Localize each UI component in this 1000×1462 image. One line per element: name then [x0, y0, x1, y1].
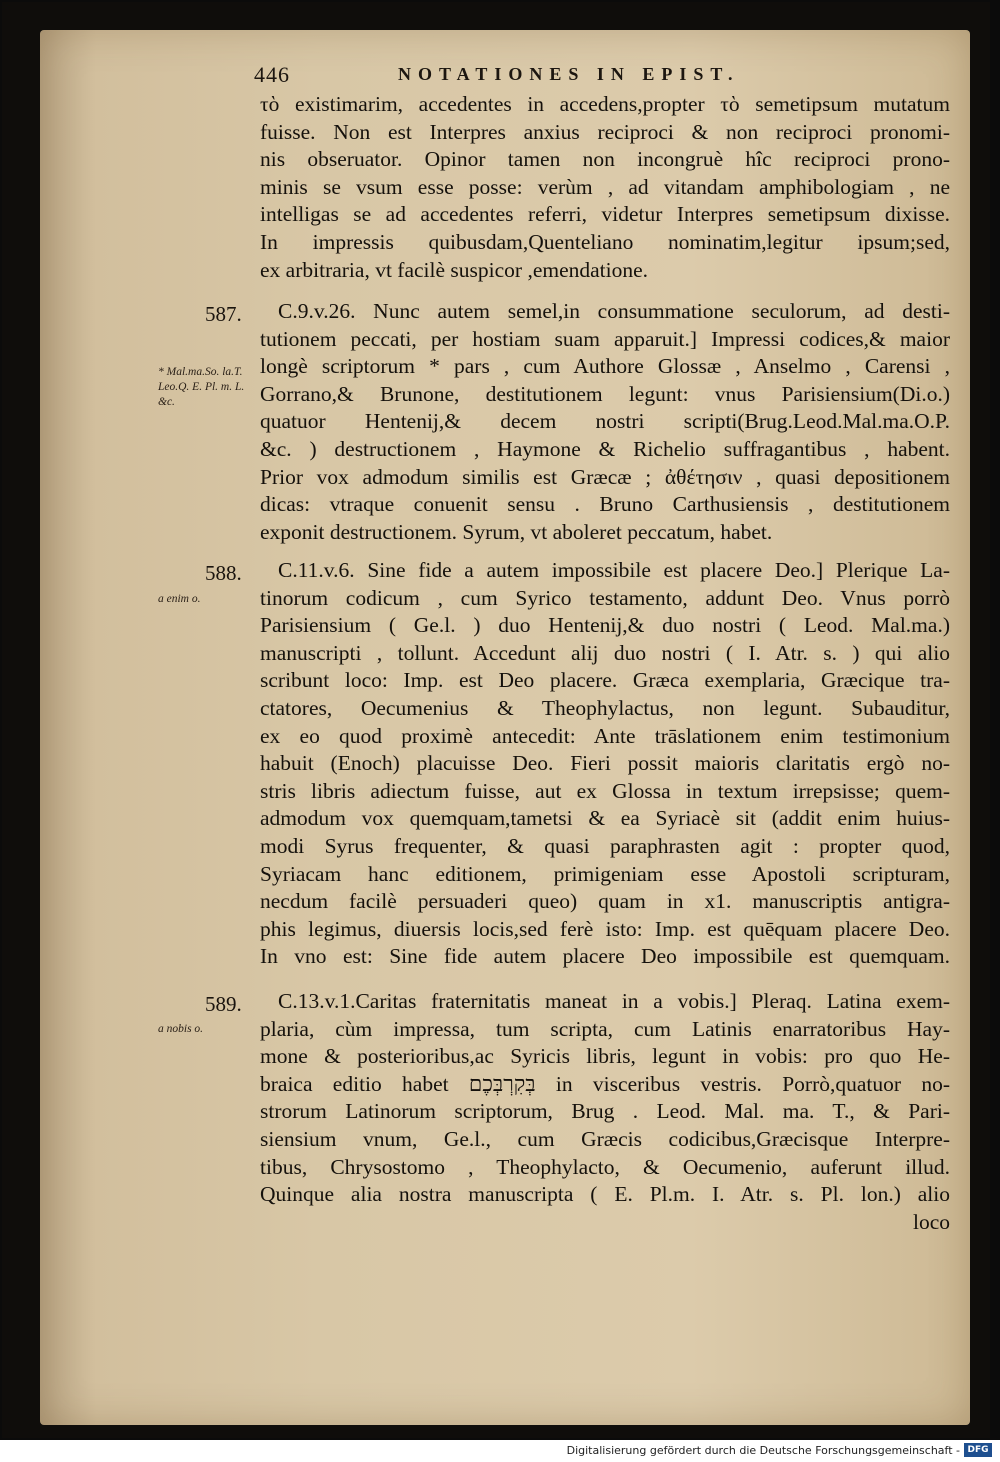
text-line: exponit destructionem. Syrum, vt aboleret peccatum, habet. [260, 519, 773, 544]
text-line: plaria, cùm impressa, tum scripta, cum Latinis enarratoribus Hay- [260, 1016, 950, 1041]
text-line: dicas: vtraque conuenit sensu . Bruno Carthusiensis , destitutionem [260, 492, 950, 517]
text-line: C.13.v.1.Caritas fraternitatis maneat in a vobis.] Pleraq. Latina exem- [278, 989, 950, 1013]
text-line: τὸ existimarim, accedentes in accedens,propter τὸ semetipsum mutatum [260, 92, 950, 116]
entry-number-587: 587. [205, 302, 242, 326]
entry-number-588: 588. [205, 561, 242, 585]
text-line: braica editio habet בְּקִרְבְּכֶם in visceribus vestris. Porrò,quatuor no- [260, 1071, 950, 1096]
text-line: Prior vox admodum similis est Græcæ ; ἀθέτησιν , quasi depositionem [260, 464, 950, 489]
text-line: ctatores, Oecumenius & Theophylactus, non legunt. Subauditur, [260, 695, 950, 720]
text-line: manuscripti , tollunt. Accedunt alij duo nostri ( I. Atr. s. ) qui alio [260, 640, 950, 665]
entry-number-589: 589. [205, 992, 242, 1016]
text-line: Syriacam hanc editionem, primigeniam esse Apostoli scripturam, [260, 861, 950, 886]
text-line: admodum vox quemquam,tametsi & ea Syriacè sit (addit enim huius- [260, 806, 950, 831]
page-header [250, 62, 950, 92]
entry-587 [260, 298, 950, 546]
text-line: ex arbitraria, vt facilè suspicor ,emendatione. [260, 257, 649, 282]
text-line: tinorum codicum , cum Syrico testamento, addunt Deo. Vnus porrò [260, 585, 950, 610]
text-line: necdum facilè persuaderi queo) quam in x1. manuscriptis antigra- [260, 889, 950, 914]
text-line: tibus, Chrysostomo , Theophylacto, & Oecumenio, auferunt illud. [260, 1154, 950, 1179]
text-line: siensium vnum, Ge.l., cum Græcis codicibus,Græcisque Interpre- [260, 1126, 950, 1151]
text-line: In impressis quibusdam,Quenteliano nominatim,legitur ipsum;sed, [260, 229, 950, 254]
catchword: loco [912, 1209, 950, 1234]
entry-589 [260, 988, 950, 1236]
entry-588 [260, 557, 950, 971]
text-line: C.11.v.6. Sine fide a autem impossibile est placere Deo.] Plerique La- [278, 558, 950, 582]
text-line: phis legimus, diuersis locis,sed ferè isto: Imp. est quēquam placere Deo. [260, 916, 950, 941]
dfg-logo: DFG [964, 1443, 992, 1457]
text-line: intelligas se ad accedentes referri, videtur Interpres semetipsum dixisse. [260, 202, 950, 227]
margin-note-589: a nobis o. [158, 1023, 204, 1035]
text-line: &c. ) destructionem , Haymone & Richelio suffragantibus , habent. [260, 436, 950, 461]
text-line: ex eo quod proximè antecedit: Ante trāslationem enim testimonium [260, 723, 950, 748]
text-line: habuit (Enoch) placuisse Deo. Fieri possit maioris claritatis ergò no- [260, 751, 950, 776]
text-line: mone & posterioribus,ac Syricis libris, legunt in vobis: pro quo He- [260, 1044, 950, 1069]
running-title: NOTATIONES IN EPIST. [398, 64, 740, 84]
text-line: Gorrano,& Brunone, destitutionem legunt: vnus Parisiensium(Di.o.) [260, 381, 950, 406]
text-line: longè scriptorum * pars , cum Authore Glossæ , Anselmo , Carensi , [260, 354, 950, 379]
text-line: quatuor Hentenij,& decem nostri scripti(Brug.Leod.Mal.ma.O.P. [260, 409, 950, 434]
text-line: stris libris adiectum fuisse, aut ex Glossa in textum irrepsisse; quem- [260, 778, 950, 803]
text-line: minis se vsum esse posse: verùm , ad vitandam amphibologiam , ne [260, 174, 950, 199]
continuation-paragraph [260, 91, 950, 284]
text-line: Quinque alia nostra manuscripta ( E. Pl.m. I. Atr. s. Pl. lon.) alio [260, 1182, 950, 1207]
text-line: fuisse. Non est Interpres anxius reciproci & non reciproci pronomi- [260, 119, 950, 144]
text-line: In vno est: Sine fide autem placere Deo impossibile est quemquam. [260, 944, 950, 969]
page-number: 446 [254, 62, 290, 87]
text-line: strorum Latinorum scriptorum, Brug . Leod. Mal. ma. T., & Pari- [260, 1099, 950, 1124]
margin-note-588: a enim o. [158, 593, 201, 605]
text-line: scribunt loco: Imp. est Deo placere. Græca exemplaria, Græcique tra- [260, 668, 950, 693]
text-line: nis obseruator. Opinor tamen non incongruè hîc reciproci prono- [260, 147, 950, 172]
text-line: modi Syrus frequenter, & quasi paraphrasten agit : propter quod, [260, 833, 950, 858]
margin-note-587: * Mal.ma.So. la.T. Leo.Q. E. Pl. m. L. &c. [158, 366, 245, 408]
text-line: tutionem peccati, per hostiam suam apparuit.] Impressi codices,& maior [260, 326, 950, 351]
text-line: Parisiensium ( Ge.l. ) duo Hentenij,& duo nostri ( Leod. Mal.ma.) [260, 613, 950, 638]
footer-credit: Digitalisierung gefördert durch die Deutsche Forschungsgemeinschaft - [566, 1444, 960, 1457]
text-line: C.9.v.26. Nunc autem semel,in consummatione seculorum, ad desti- [278, 299, 950, 323]
